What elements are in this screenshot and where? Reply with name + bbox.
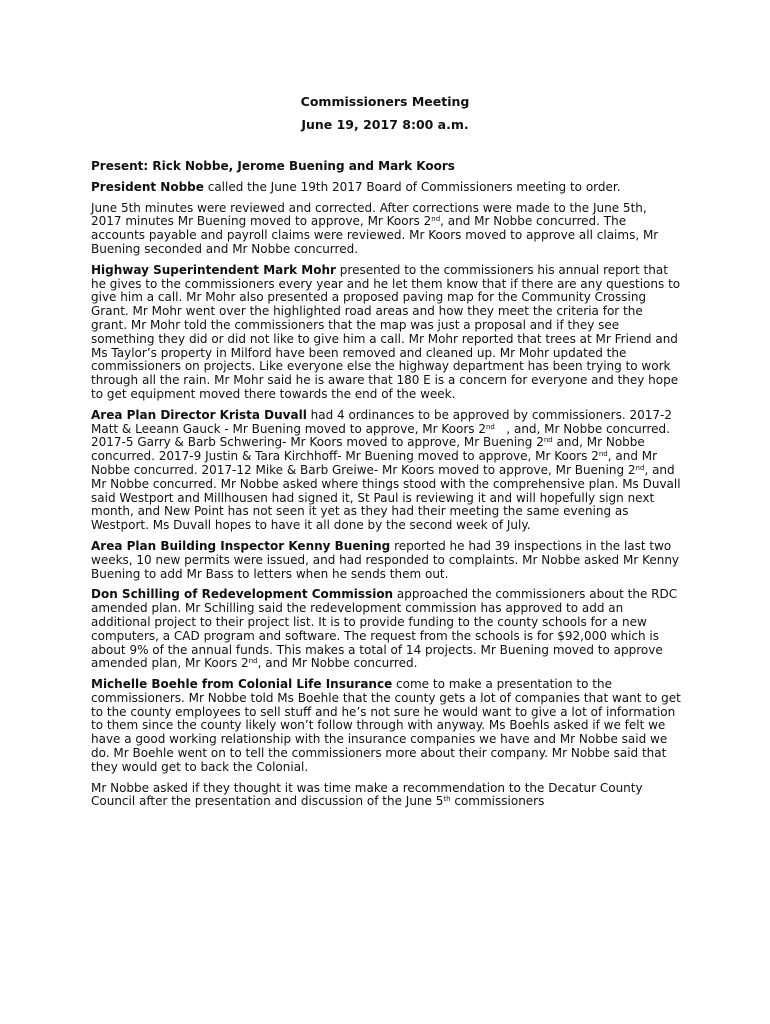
ordinal-suffix: th bbox=[443, 795, 451, 804]
paragraph-text: approached the commissioners about the RDC amended plan. Mr Schilling said the redevelopment commission has approved to add an additional project to their project list. It is to provide funding to the county schools for a new computers, a CAD program and software. The request from the schools is for $92,000 which is about 9% of the annual funds. This makes a total of 14 projects. Mr Buening moved to approve amended plan, Mr Koors 2 bbox=[91, 587, 678, 671]
paragraph-minutes-and-claims bbox=[91, 202, 681, 257]
paragraph-text: , and Mr Nobbe concurred. The accounts payable and payroll claims were reviewed. Mr Koors moved to approve all claims, Mr Buening seconded and Mr Nobbe concurred. bbox=[91, 214, 659, 256]
paragraph-call-to-order bbox=[91, 181, 681, 195]
ordinal-suffix: nd bbox=[248, 657, 258, 666]
paragraph-area-plan-ordinances bbox=[91, 409, 681, 533]
speaker-lead: Area Plan Director Krista Duvall bbox=[91, 407, 307, 422]
ordinal-suffix: nd bbox=[598, 450, 608, 459]
paragraph-text: June 5th minutes were reviewed and corrected. After corrections were made to the June 5th, 2017 minutes Mr Buening moved to approve, Mr Koors 2 bbox=[91, 200, 647, 229]
document-title: Commissioners Meeting bbox=[300, 94, 470, 109]
ordinal-suffix: nd bbox=[431, 215, 441, 224]
paragraph-text: had 4 ordinances to be approved by commissioners. 2017-2 Matt & Leeann Gauck - Mr Buening moved to approve, Mr Koors 2 bbox=[91, 407, 672, 436]
speaker-lead: Highway Superintendent Mark Mohr bbox=[91, 262, 336, 277]
paragraph-text: and, Mr Nobbe concurred. 2017-9 Justin & Tara Kirchhoff- Mr Buening moved to approve, Mr Koors 2 bbox=[91, 435, 645, 464]
paragraph-text: commissioners bbox=[450, 794, 545, 809]
paragraph-text: , and Mr Nobbe concurred. bbox=[257, 656, 418, 671]
paragraph-text: called the June 19th 2017 Board of Commissioners meeting to order. bbox=[203, 179, 621, 194]
ordinal-suffix: nd bbox=[543, 436, 553, 445]
paragraph-text: , and Mr Nobbe concurred. Mr Nobbe asked where things stood with the comprehensive plan. Ms Duvall said Westport and Millhousen had signed it, St Paul is reviewing it and will hopefully sign next month, and New Point has not seen it yet as they had their meeting the same evening as Westport. Ms Duvall hopes to have it all done by the second week of July. bbox=[91, 462, 681, 533]
ordinal-suffix: nd bbox=[486, 422, 495, 431]
paragraph-colonial-life bbox=[91, 678, 681, 775]
speaker-lead: President Nobbe bbox=[91, 179, 204, 194]
paragraph-text: reported he had 39 inspections in the last two weeks, 10 new permits were issued, and had responded to complaints. Mr Nobbe asked Mr Kenny Buening to add Mr Bass to letters when he sends them out. bbox=[91, 538, 680, 581]
paragraph-highway-report bbox=[91, 264, 681, 402]
paragraph-redevelopment bbox=[91, 588, 681, 671]
paragraph-text: , and Mr Nobbe concurred. 2017-12 Mike & Barb Greiwe- Mr Koors moved to approve, Mr Buening 2 bbox=[91, 449, 658, 477]
ordinal-suffix: nd bbox=[635, 463, 645, 472]
speaker-lead: Michelle Boehle from Colonial Life Insurance bbox=[91, 677, 393, 692]
paragraph-text: , and, Mr Nobbe concurred. 2017-5 Garry & Barb Schwering- Mr Koors moved to approve, Mr Buening 2 bbox=[91, 421, 674, 450]
speaker-lead: Don Schilling of Redevelopment Commission bbox=[91, 587, 394, 602]
paragraph-text: come to make a presentation to the commissioners. Mr Nobbe told Ms Boehle that the county gets a lot of companies that want to get to the county employees to sell stuff and he’s not sure he would want to give a lot of information to them since the county likely won’t follow through with anyway. Ms Boehls asked if we felt we have a good working relationship with the insurance companies we have and Mr Nobbe said we do. Mr Boehle went on to tell the commissioners more about their company. Mr Nobbe said that they would get to back the Colonial. bbox=[91, 677, 681, 774]
paragraph-building-inspector bbox=[91, 540, 681, 581]
present-list: Present: Rick Nobbe, Jerome Buening and Mark Koors bbox=[91, 159, 455, 173]
paragraph-text: Mr Nobbe asked if they thought it was time make a recommendation to the Decatur County Council after the presentation and discussion of the June 5 bbox=[91, 780, 643, 809]
document-body bbox=[91, 160, 681, 816]
paragraph-recommendation bbox=[91, 782, 681, 810]
paragraph-text: presented to the commissioners his annual report that he gives to the commissioners every year and he let them know that if there are any questions to give him a call. Mr Mohr also presented a proposed paving map for the Community Crossing Grant. Mr Mohr went over the highlighted road areas and how they meet the criteria for the grant. Mr Mohr told the commissioners that the map was just a proposal and if they see something they did or did not like to give him a call. Mr Mohr reported that trees at Mr Friend and Ms Taylor’s property in Milford have been removed and cleaned up. Mr Mohr updated the commissioners on projects. Like everyone else the highway department has been trying to work through all the rain. Mr Mohr said he is aware that 180 E is a concern for everyone and they hope to get equipment moved there towards the end of the week. bbox=[91, 262, 681, 401]
meeting-date: June 19, 2017 8:00 a.m. bbox=[301, 117, 469, 132]
speaker-lead: Area Plan Building Inspector Kenny Buening bbox=[91, 538, 391, 553]
